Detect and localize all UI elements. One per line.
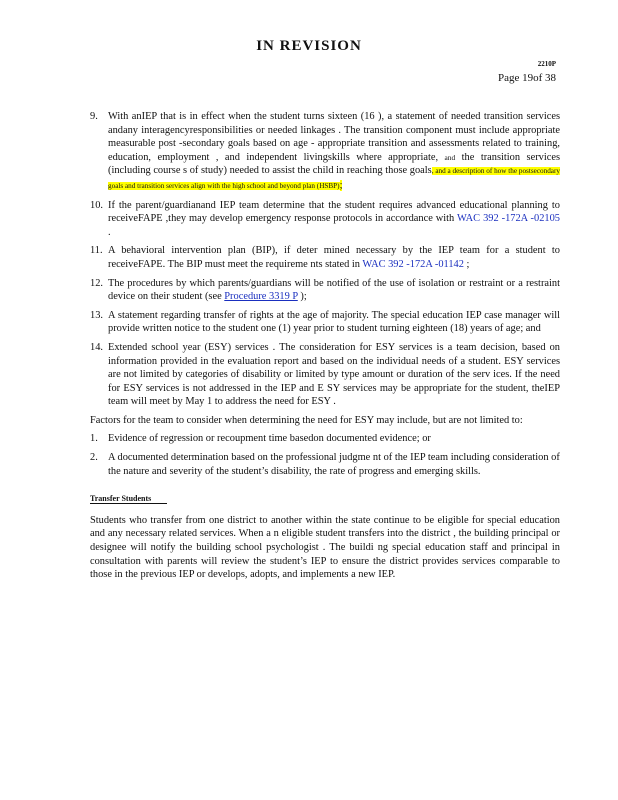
item-text: The procedures by which parents/guardians will be notified of the use of isolation or restraint or a restraint device on their student (see [108, 277, 560, 303]
sub-item-number: 2. [90, 452, 98, 464]
procedure-code: 2210P [537, 60, 556, 68]
item-end: ); [297, 291, 307, 303]
page-title: IN REVISION [256, 38, 362, 54]
item-end: ; [339, 179, 343, 191]
sub-list-item [90, 432, 560, 446]
list-item [90, 199, 560, 240]
item-end: ; [463, 258, 470, 270]
sub-list-item [90, 451, 560, 478]
list-item [90, 110, 560, 194]
item-number: 13. [90, 309, 103, 321]
item-number: 9. [90, 111, 98, 122]
sub-item-number: 1. [90, 433, 98, 445]
item-end: . [108, 226, 111, 238]
document-body [90, 110, 560, 587]
factors-paragraph: Factors for the team to consider when determining the need for ESY may include, but are not limited to: [90, 414, 523, 426]
list-item [90, 309, 560, 336]
list-item [90, 244, 560, 271]
procedure-link[interactable]: Procedure 3319 P [224, 291, 298, 303]
highlighted-insertion: , and a description of how the postsecondary goals and transition services align with the high school and beyond plan (HSBP) [108, 167, 560, 190]
item-number: 12. [90, 277, 103, 289]
wac-reference[interactable]: WAC 392 -172A -02105 [457, 213, 560, 225]
item-text: Extended school year (ESY) services . The consideration for ESY services is a team decision, based on information provided in the evaluation report and based on the individual needs of a student. ESY services are not limited by categories of disability or limited by type amount or duration of the serv ices. If the need for ESY services is not addressed in the IEP and E SY services may be appropriate for the student, theIEP team will meet by May 1 to address the need for ESY . [108, 341, 560, 408]
item-text-small: and [444, 152, 456, 162]
item-number: 10. [90, 199, 103, 211]
list-item [90, 277, 560, 304]
item-text: the transition services (including course s of study) needed to assist the child in reaching those goals [108, 151, 561, 177]
item-text: A behavioral intervention plan (BIP), if deter mined necessary by the IEP team for a student to receiveFAPE. The BIP must meet the requireme nts stated in [108, 245, 560, 270]
page-number: Page 19of 38 [497, 72, 556, 84]
item-number: 14. [90, 341, 103, 353]
item-text: With anIEP that is in effect when the student turns sixteen (16 ), a statement of needed transition services andany interagencyresponsibilities or needed linkages . The transition component must include appropriate measurable post -secondary goals based on age - appropriate transition and assessments related to training, education, employment , and independent livingskills where appropriate, [108, 111, 560, 163]
transfer-paragraph: Students who transfer from one district to another within the state continue to be eligible for special education and any necessary related services. When a n eligible student transfers into the district , the building principal or designee will notify the building school psychologist . The buildi ng special education staff and principal in consultation with parents will review the student’s IEP to ensure the district provides services comparable to those in the previous IEP or develops, adopts, and implements a new IEP. [90, 514, 560, 581]
wac-reference[interactable]: WAC 392 -172A -01142 [362, 258, 464, 270]
item-number: 11. [90, 245, 103, 257]
sub-item-text: Evidence of regression or recoupment time basedon documented evidence; or [108, 433, 431, 445]
section-heading [90, 492, 560, 506]
item-text: A statement regarding transfer of rights at the age of majority. The special education IEP case manager will provide written notice to the student one (1) year prior to student turning eighteen (18) years of age; and [108, 309, 560, 335]
list-item [90, 341, 560, 409]
sub-item-text: A documented determination based on the professional judgme nt of the IEP team including consideration of the nature and severity of the student’s disability, the rate of progress and emerging skills. [108, 452, 560, 477]
item-text: If the parent/guardianand IEP team determine that the student requires advanced educational planning to receiveFAPE ,they may develop emergency response protocols in accordance with [108, 199, 560, 225]
section-heading-text: Transfer Students [90, 494, 167, 504]
